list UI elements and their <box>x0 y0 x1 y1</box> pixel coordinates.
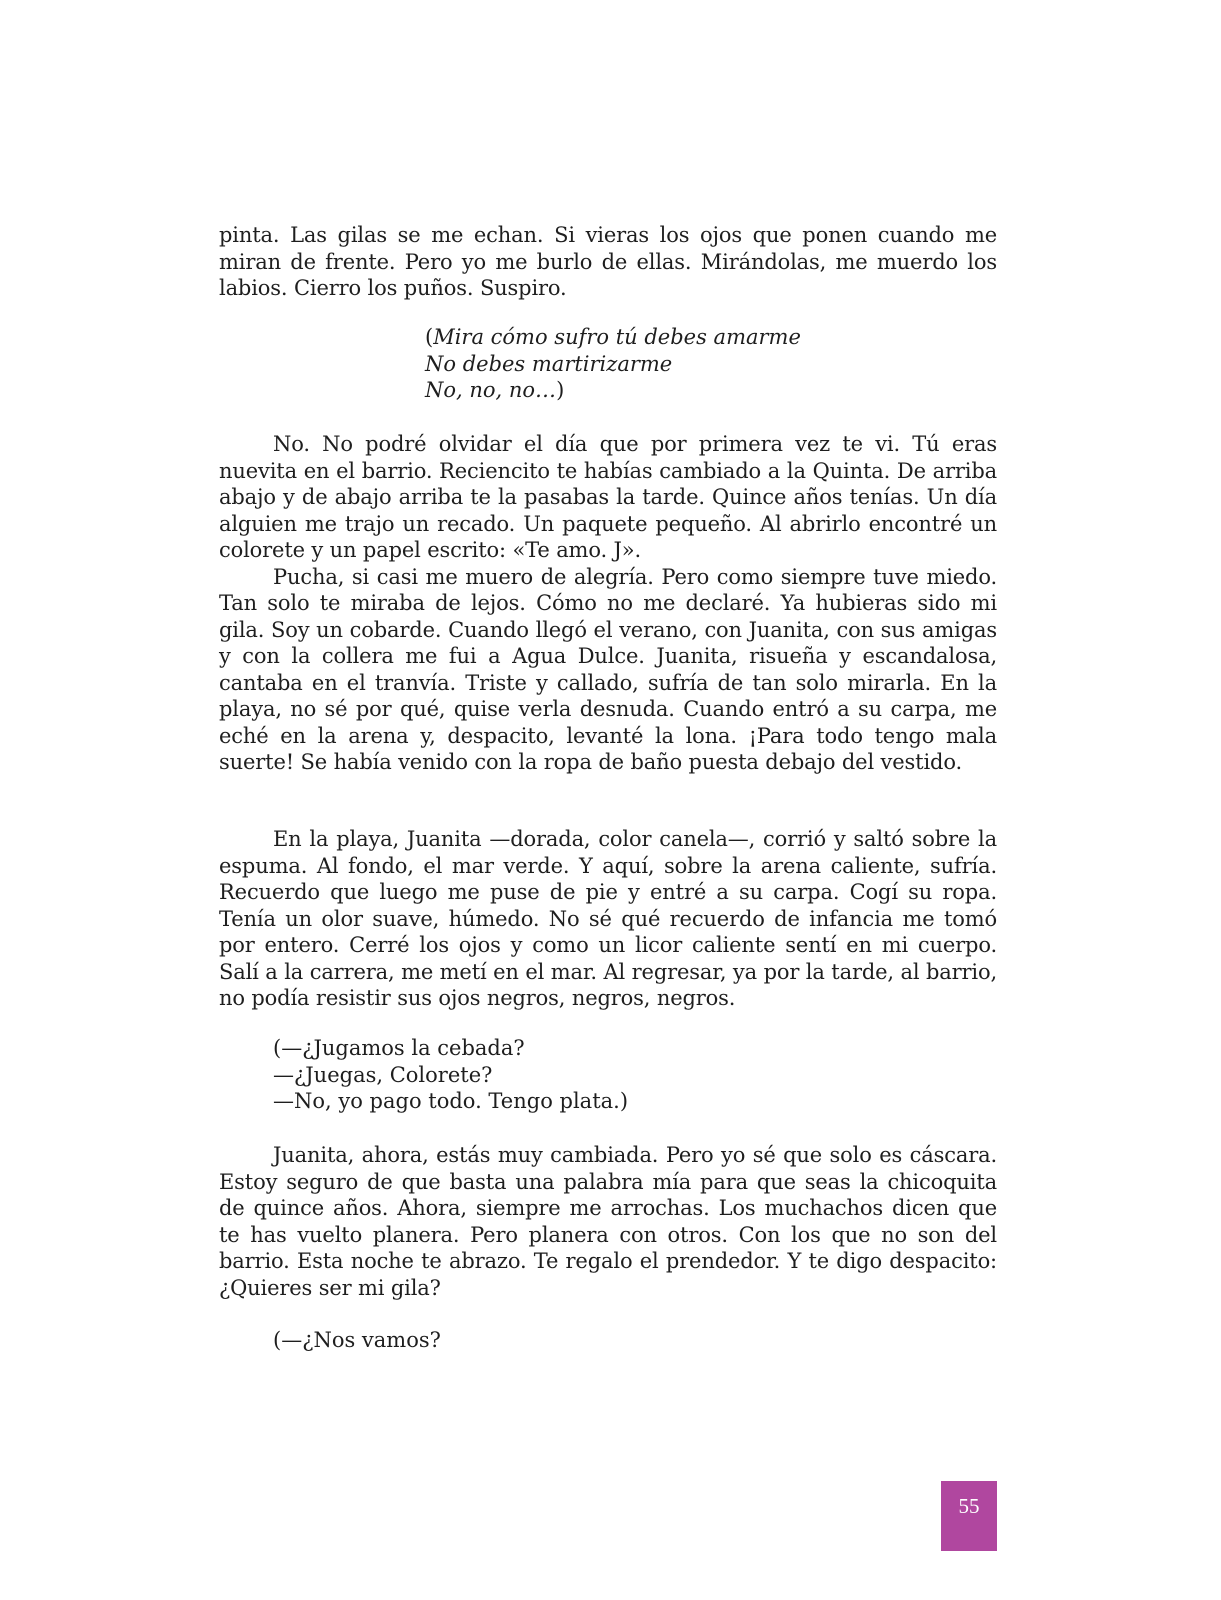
paragraph-2-text: No. No podré olvidar el día que por primera vez te vi. Tú eras nuevita en el barrio. Reciencito te habías cambiado a la Quinta. De arriba abajo y de abajo arriba te la pasabas la tarde. Quince años tenías. Un día alguien me trajo un recado. Un paquete pequeño. Al abrirlo encontré un colorete y un papel escrito: «Te amo. J». <box>219 432 997 562</box>
song-verse <box>425 324 801 404</box>
dialogue-line-3: —No, yo pago todo. Tengo plata.) <box>273 1089 629 1113</box>
paragraphs-2-3 <box>219 431 997 776</box>
dialogue-block-1 <box>273 1035 628 1115</box>
verse-line-1: (Mira cómo sufro tú debes amarme <box>425 325 801 349</box>
paragraph-1 <box>219 222 997 302</box>
dialogue-block-2 <box>273 1327 441 1354</box>
paragraph-5 <box>219 1142 997 1301</box>
dialogue-line-4: (—¿Nos vamos? <box>273 1328 441 1352</box>
paragraph-5-text: Juanita, ahora, estás muy cambiada. Pero yo sé que solo es cáscara. Estoy seguro de que basta una palabra mía para que seas la chicoquita de quince años. Ahora, siempre me arrochas. Los muchachos dicen que te has vuelto planera. Pero planera con otros. Con los que no son del barrio. Esta noche te abrazo. Te regalo el prendedor. Y te digo despacito: ¿Quieres ser mi gila? <box>219 1143 997 1300</box>
paragraph-3-text: Pucha, si casi me muero de alegría. Pero como siempre tuve miedo. Tan solo te miraba de lejos. Cómo no me declaré. Ya hubieras sido mi gila. Soy un cobarde. Cuando llegó el verano, con Juanita, con sus amigas y con la collera me fui a Agua Dulce. Juanita, risueña y escandalosa, cantaba en el tranvía. Triste y callado, sufría de tan solo mirarla. En la playa, no sé por qué, quise verla desnuda. Cuando entró a su carpa, me eché en la arena y, despacito, levanté la lona. ¡Para todo tengo mala suerte! Se había venido con la ropa de baño puesta debajo del vestido. <box>219 564 997 774</box>
paragraph-4 <box>219 826 997 1012</box>
page-number: 55 <box>958 1494 980 1518</box>
dialogue-line-2: —¿Juegas, Colorete? <box>273 1062 493 1087</box>
page-number-badge <box>941 1481 997 1551</box>
paragraph-1-text: pinta. Las gilas se me echan. Si vieras los ojos que ponen cuando me miran de frente. Pero yo me burlo de ellas. Mirándolas, me muerdo los labios. Cierro los puños. Suspiro. <box>219 223 997 300</box>
dialogue-line-1: (—¿Jugamos la cebada? <box>273 1036 525 1060</box>
paragraph-4-text: En la playa, Juanita —dorada, color canela—, corrió y saltó sobre la espuma. Al fondo, el mar verde. Y aquí, sobre la arena caliente, sufría. Recuerdo que luego me puse de pie y entré a su carpa. Cogí su ropa. Tenía un olor suave, húmedo. No sé qué recuerdo de infancia me tomó por entero. Cerré los ojos y como un licor caliente sentí en mi cuerpo. Salí a la carrera, me metí en el mar. Al regresar, ya por la tarde, al barrio, no podía resistir sus ojos negros, negros, negros. <box>219 827 997 1010</box>
verse-line-2: No debes martirizarme <box>425 351 673 376</box>
verse-line-3: No, no, no…) <box>425 378 565 402</box>
